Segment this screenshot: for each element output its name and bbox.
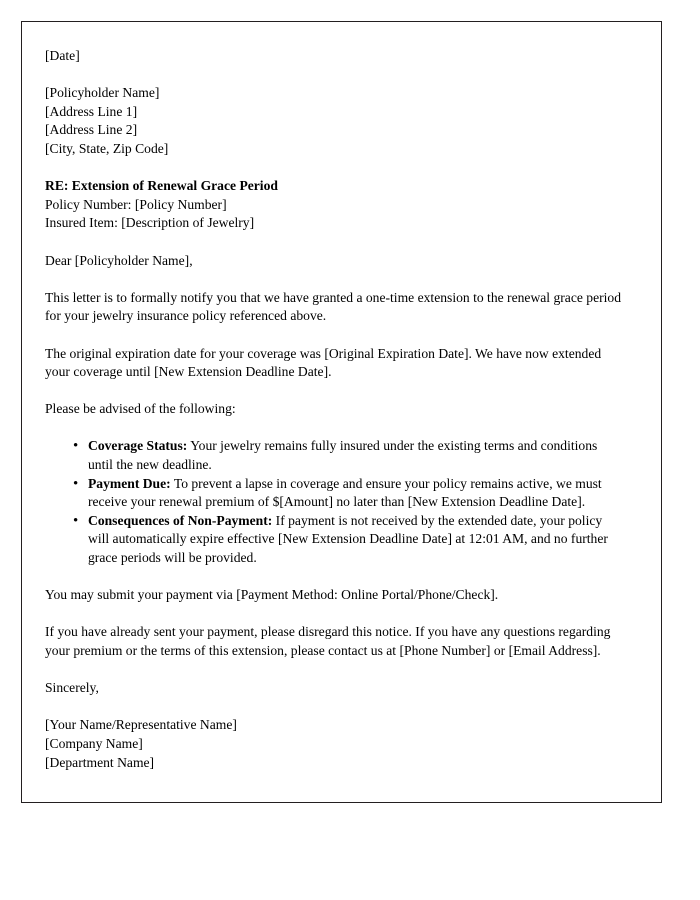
address-line-policyholder-name: [Policyholder Name] <box>45 85 160 101</box>
bullet-point-icon: • <box>73 512 79 529</box>
bullet-point-icon: • <box>73 475 79 492</box>
bullet-lead-consequences-of-non-payment: Consequences of Non-Payment: <box>88 512 273 528</box>
list-item <box>45 437 623 474</box>
subject-block <box>45 177 623 233</box>
date-line: [Date] <box>45 48 80 63</box>
recipient-address-block <box>45 84 623 158</box>
bullet-text-consequences-of-non-payment: If payment is not received by the extended date, your policy will automatically expire effective [New Extension Deadline Date] at 12:01 AM, and no further grace periods will be provided. <box>88 512 608 566</box>
insured-item-line: Insured Item: [Description of Jewelry] <box>45 215 255 231</box>
paragraph-dates: The original expiration date for your coverage was [Original Expiration Date]. We have now extended your coverage until [New Extension Deadline Date]. <box>45 345 602 380</box>
list-item <box>45 512 623 568</box>
address-line-1: [Address Line 1] <box>45 103 138 119</box>
address-line-2: [Address Line 2] <box>45 122 138 138</box>
valediction: Sincerely, <box>45 680 99 696</box>
salutation: Dear [Policyholder Name], <box>45 252 193 268</box>
paragraph-advise-lead-in: Please be advised of the following: <box>45 401 236 417</box>
paragraph-payment-method: You may submit your payment via [Payment Method: Online Portal/Phone/Check]. <box>45 587 499 603</box>
policy-number-line: Policy Number: [Policy Number] <box>45 196 227 212</box>
signature-block <box>45 716 623 772</box>
bullet-text-coverage-status: Your jewelry remains fully insured under the existing terms and conditions until the new deadline. <box>88 438 598 473</box>
signature-line-company: [Company Name] <box>45 735 143 751</box>
paragraph-closing-notice: If you have already sent your payment, please disregard this notice. If you have any questions regarding your premium or the terms of this extension, please contact us at [Phone Number] or [Email Address]. <box>45 624 611 658</box>
signature-line-name: [Your Name/Representative Name] <box>45 717 237 733</box>
paragraph-intro: This letter is to formally notify you that we have granted a one-time extension to the renewal grace period for your jewelry insurance policy referenced above. <box>45 289 622 324</box>
document-page <box>21 21 662 803</box>
bullet-text-payment-due: To prevent a lapse in coverage and ensure your policy remains active, we must receive your renewal premium of $[Amount] no later than [New Extension Deadline Date]. <box>88 475 602 510</box>
date-block <box>45 47 623 66</box>
bullet-lead-payment-due: Payment Due: <box>88 475 171 491</box>
advisory-bullet-list <box>45 437 623 567</box>
bullet-point-icon: • <box>73 438 79 455</box>
address-line-city-state-zip: [City, State, Zip Code] <box>45 140 169 156</box>
signature-line-department: [Department Name] <box>45 754 155 770</box>
re-subject-line: RE: Extension of Renewal Grace Period <box>45 178 278 194</box>
list-item <box>45 475 623 512</box>
letter-body <box>45 47 623 772</box>
bullet-lead-coverage-status: Coverage Status: <box>88 438 188 454</box>
